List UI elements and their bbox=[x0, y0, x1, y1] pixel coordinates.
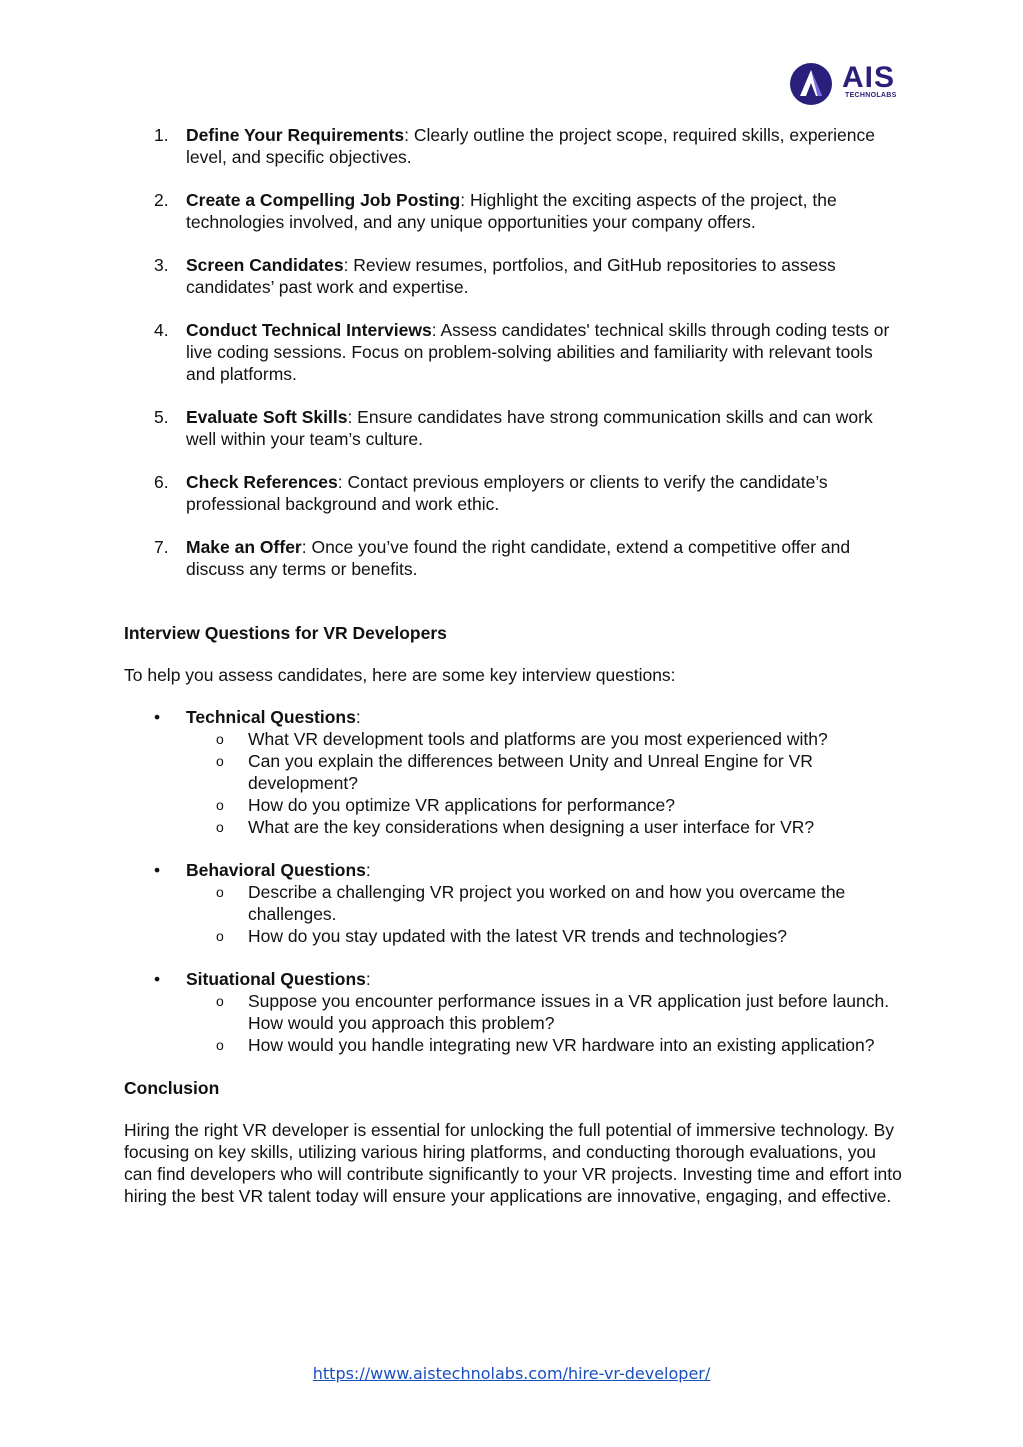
step-text: : Once you’ve found the right candidate, extend a competitive offer and discuss any terms or benefits. bbox=[186, 537, 851, 579]
question-text: What VR development tools and platforms are you most experienced with? bbox=[248, 729, 828, 749]
list-number: 2. bbox=[154, 190, 169, 210]
conclusion-paragraph: Hiring the right VR developer is essential for unlocking the full potential of immersive technology. By focusing on key skills, utilizing various hiring platforms, and conducting thorough evaluations, you can find developers who will contribute significantly to your VR projects. Investing time and effort into hiring the best VR talent today will ensure your applications are innovative, engaging, and effective. bbox=[124, 1120, 902, 1206]
step-title: Create a Compelling Job Posting bbox=[186, 190, 461, 210]
list-item bbox=[124, 406, 904, 450]
sub-bullet-icon: o bbox=[216, 993, 224, 1009]
question-group-behavioral bbox=[124, 859, 904, 947]
question-group-technical bbox=[124, 706, 904, 838]
question-text: Suppose you encounter performance issues in a VR application just before launch. How would you approach this problem? bbox=[248, 991, 890, 1033]
logo-subtitle: TECHNOLABS bbox=[845, 92, 897, 99]
group-colon: : bbox=[365, 860, 371, 880]
document-body bbox=[124, 124, 904, 1207]
list-item bbox=[124, 254, 904, 298]
question-list bbox=[186, 728, 904, 838]
question-text: What are the key considerations when designing a user interface for VR? bbox=[248, 817, 815, 837]
group-title: Technical Questions bbox=[186, 707, 356, 727]
step-text: : Ensure candidates have strong communication skills and can work well within your team’s culture. bbox=[186, 407, 873, 449]
bullet-icon: • bbox=[154, 969, 161, 989]
list-item bbox=[186, 794, 904, 816]
list-item bbox=[124, 189, 904, 233]
step-title: Conduct Technical Interviews bbox=[186, 320, 432, 340]
list-item bbox=[186, 925, 904, 947]
list-item bbox=[186, 816, 904, 838]
step-text: : Review resumes, portfolios, and GitHub repositories to assess candidates’ past work and expertise. bbox=[186, 255, 836, 297]
footer-url-link[interactable]: https://www.aistechnolabs.com/hire-vr-developer/ bbox=[312, 1364, 711, 1383]
question-text: Describe a challenging VR project you worked on and how you overcame the challenges. bbox=[248, 882, 846, 924]
list-item bbox=[186, 881, 904, 925]
sub-bullet-icon: o bbox=[216, 1037, 224, 1053]
list-item bbox=[186, 1034, 904, 1056]
list-item bbox=[124, 536, 904, 580]
question-groups bbox=[124, 706, 904, 1056]
list-number: 7. bbox=[154, 537, 169, 557]
interview-intro: To help you assess candidates, here are some key interview questions: bbox=[124, 665, 676, 685]
step-text: : Clearly outline the project scope, required skills, experience level, and specific objectives. bbox=[186, 125, 875, 167]
bullet-icon: • bbox=[154, 860, 161, 880]
list-number: 1. bbox=[154, 125, 169, 145]
list-item bbox=[186, 750, 904, 794]
question-list bbox=[186, 881, 904, 947]
sub-bullet-icon: o bbox=[216, 928, 224, 944]
question-text: How do you stay updated with the latest VR trends and technologies? bbox=[248, 926, 787, 946]
sub-bullet-icon: o bbox=[216, 731, 224, 747]
sub-bullet-icon: o bbox=[216, 884, 224, 900]
step-text: : Contact previous employers or clients to verify the candidate’s professional background and work ethic. bbox=[186, 472, 828, 514]
sub-bullet-icon: o bbox=[216, 819, 224, 835]
list-item bbox=[186, 728, 904, 750]
logo-wordmark: AIS bbox=[842, 61, 896, 94]
step-text: : Highlight the exciting aspects of the project, the technologies involved, and any unique opportunities your company offers. bbox=[186, 190, 837, 232]
logo-mark-icon bbox=[788, 62, 838, 106]
group-colon: : bbox=[365, 969, 371, 989]
question-text: Can you explain the differences between Unity and Unreal Engine for VR development? bbox=[248, 751, 813, 793]
list-item bbox=[124, 471, 904, 515]
step-text: : Assess candidates' technical skills through coding tests or live coding sessions. Focus on problem-solving abilities and familiarity with relevant tools and platforms. bbox=[186, 320, 890, 384]
section-heading-interview: Interview Questions for VR Developers bbox=[124, 623, 447, 643]
company-logo bbox=[788, 62, 908, 106]
list-number: 4. bbox=[154, 320, 169, 340]
list-number: 3. bbox=[154, 255, 169, 275]
step-title: Screen Candidates bbox=[186, 255, 344, 275]
list-item bbox=[124, 124, 904, 168]
sub-bullet-icon: o bbox=[216, 753, 224, 769]
step-title: Evaluate Soft Skills bbox=[186, 407, 348, 427]
hiring-steps-list bbox=[124, 124, 904, 580]
question-text: How would you handle integrating new VR hardware into an existing application? bbox=[248, 1035, 875, 1055]
list-item bbox=[124, 319, 904, 385]
question-list bbox=[186, 990, 904, 1056]
bullet-icon: • bbox=[154, 707, 161, 727]
section-heading-conclusion: Conclusion bbox=[124, 1078, 220, 1098]
list-number: 5. bbox=[154, 407, 169, 427]
group-title: Behavioral Questions bbox=[186, 860, 366, 880]
group-title: Situational Questions bbox=[186, 969, 366, 989]
question-text: How do you optimize VR applications for performance? bbox=[248, 795, 676, 815]
step-title: Define Your Requirements bbox=[186, 125, 405, 145]
question-group-situational bbox=[124, 968, 904, 1056]
list-item bbox=[186, 990, 904, 1034]
sub-bullet-icon: o bbox=[216, 797, 224, 813]
step-title: Check References bbox=[186, 472, 338, 492]
list-number: 6. bbox=[154, 472, 169, 492]
step-title: Make an Offer bbox=[186, 537, 302, 557]
group-colon: : bbox=[355, 707, 361, 727]
